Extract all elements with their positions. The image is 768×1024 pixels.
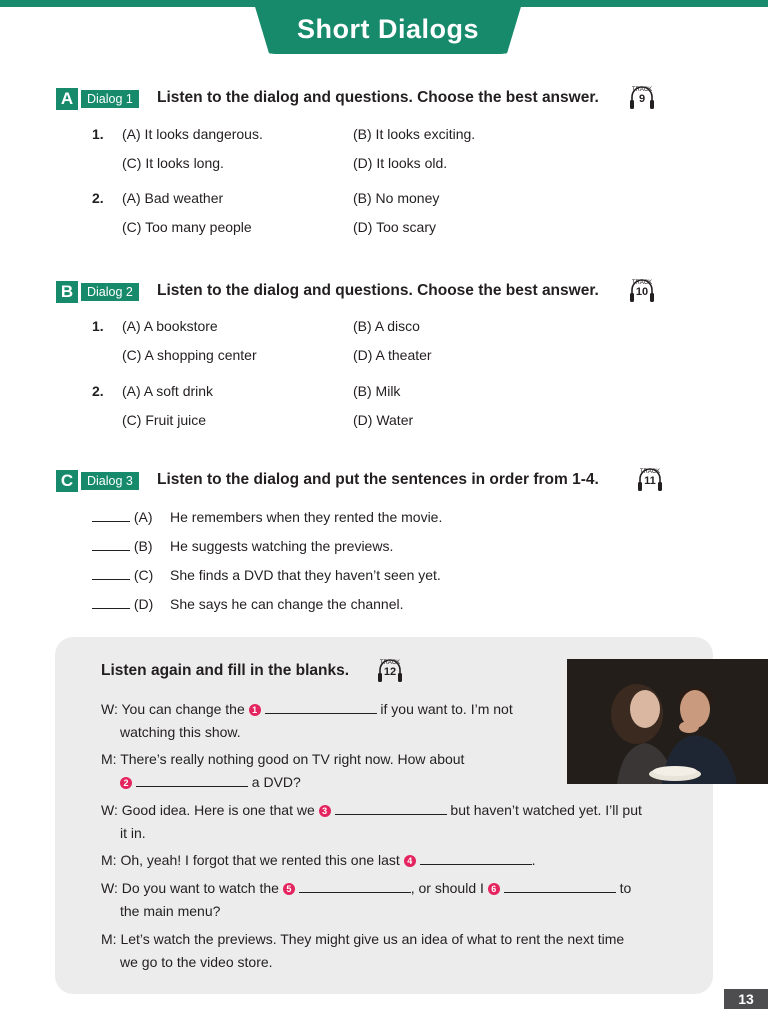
answer-option[interactable]: (B) A disco bbox=[353, 318, 420, 334]
dialog-label: Dialog 1 bbox=[81, 90, 139, 108]
dialog-line-6: M: Let’s watch the previews. They might give us an idea of what to rent the next time bbox=[101, 931, 625, 947]
dialog-label: Dialog 2 bbox=[81, 283, 139, 301]
section-instruction: Listen to the dialog and put the sentences in order from 1-4. bbox=[157, 471, 599, 488]
fill-blank-4[interactable] bbox=[420, 864, 532, 865]
order-item-label: (D) bbox=[133, 596, 154, 612]
answer-option[interactable]: (A) A bookstore bbox=[122, 318, 218, 334]
dialog-line-5-cont: the main menu? bbox=[120, 903, 221, 919]
order-item-text: He remembers when they rented the movie. bbox=[170, 509, 443, 525]
couple-watching-tv-photo bbox=[567, 659, 768, 784]
fill-blank-1[interactable] bbox=[265, 713, 377, 714]
dialog-line-6-cont: we go to the video store. bbox=[120, 954, 273, 970]
dialog-line-3: W: Good idea. Here is one that we 3 but haven’t watched yet. I’ll put bbox=[101, 802, 642, 818]
question-number: 1. bbox=[92, 126, 104, 142]
section-letter: A bbox=[56, 88, 78, 110]
order-item-text: She finds a DVD that they haven’t seen yet. bbox=[170, 567, 441, 583]
dialog-line-5: W: Do you want to watch the 5 , or should I 6 to bbox=[101, 880, 632, 896]
order-item bbox=[92, 538, 394, 554]
order-item-label: (B) bbox=[133, 538, 153, 554]
answer-option[interactable]: (A) A soft drink bbox=[122, 383, 214, 399]
audio-track-9[interactable] bbox=[628, 85, 656, 111]
page-number: 13 bbox=[724, 989, 768, 1009]
track-number: 10 bbox=[635, 286, 649, 298]
fill-in-title: Listen again and fill in the blanks. bbox=[101, 662, 350, 679]
order-blank[interactable] bbox=[92, 579, 130, 580]
audio-track-10[interactable] bbox=[628, 278, 656, 304]
fill-blank-2[interactable] bbox=[136, 786, 248, 787]
blank-number-badge: 3 bbox=[319, 805, 331, 817]
answer-option[interactable]: (A) It looks dangerous. bbox=[122, 126, 263, 142]
dialog-line-1: W: You can change the 1 if you want to. I’m not bbox=[101, 701, 513, 717]
order-item bbox=[92, 509, 443, 525]
answer-option[interactable]: (B) It looks exciting. bbox=[353, 126, 476, 142]
order-item-text: She says he can change the channel. bbox=[170, 596, 404, 612]
dialog-label: Dialog 3 bbox=[81, 472, 139, 490]
order-item bbox=[92, 567, 441, 583]
section-letter: B bbox=[56, 281, 78, 303]
photo-illustration bbox=[567, 659, 768, 784]
track-number: 12 bbox=[383, 666, 397, 678]
blank-number-badge: 6 bbox=[488, 883, 500, 895]
answer-option[interactable]: (C) Fruit juice bbox=[122, 412, 207, 428]
dialog-line-1-cont: watching this show. bbox=[120, 724, 241, 740]
audio-track-11[interactable] bbox=[636, 467, 664, 493]
order-blank[interactable] bbox=[92, 550, 130, 551]
dialog-line-2: M: There’s really nothing good on TV right now. How about bbox=[101, 751, 465, 767]
answer-option[interactable]: (C) Too many people bbox=[122, 219, 252, 235]
section-instruction: Listen to the dialog and questions. Choose the best answer. bbox=[157, 282, 599, 299]
order-blank[interactable] bbox=[92, 608, 130, 609]
section-instruction: Listen to the dialog and questions. Choose the best answer. bbox=[157, 89, 599, 106]
answer-option[interactable]: (D) Water bbox=[353, 412, 414, 428]
dialog-line-4: M: Oh, yeah! I forgot that we rented this one last 4 . bbox=[101, 852, 536, 868]
order-item-label: (C) bbox=[133, 567, 154, 583]
blank-number-badge: 1 bbox=[249, 704, 261, 716]
answer-option[interactable]: (D) It looks old. bbox=[353, 155, 448, 171]
section-letter: C bbox=[56, 470, 78, 492]
fill-blank-3[interactable] bbox=[335, 814, 447, 815]
fill-blank-6[interactable] bbox=[504, 892, 616, 893]
audio-track-12[interactable] bbox=[376, 658, 404, 684]
dialog-line-2-cont: 2 a DVD? bbox=[120, 774, 301, 790]
track-label: TRACK bbox=[639, 469, 661, 475]
question-number: 1. bbox=[92, 318, 104, 334]
order-item bbox=[92, 596, 404, 612]
answer-option[interactable]: (C) A shopping center bbox=[122, 347, 257, 363]
order-item-text: He suggests watching the previews. bbox=[170, 538, 394, 554]
track-label: TRACK bbox=[631, 87, 653, 93]
dialog-line-3-cont: it in. bbox=[120, 825, 146, 841]
track-label: TRACK bbox=[379, 660, 401, 666]
question-number: 2. bbox=[92, 190, 104, 206]
fill-blank-5[interactable] bbox=[299, 892, 411, 893]
answer-option[interactable]: (B) No money bbox=[353, 190, 440, 206]
answer-option[interactable]: (D) A theater bbox=[353, 347, 432, 363]
blank-number-badge: 4 bbox=[404, 855, 416, 867]
answer-option[interactable]: (B) Milk bbox=[353, 383, 401, 399]
answer-option[interactable]: (C) It looks long. bbox=[122, 155, 224, 171]
answer-option[interactable]: (A) Bad weather bbox=[122, 190, 224, 206]
track-number: 9 bbox=[638, 93, 646, 105]
question-number: 2. bbox=[92, 383, 104, 399]
track-number: 11 bbox=[644, 475, 656, 487]
order-blank[interactable] bbox=[92, 521, 130, 522]
track-label: TRACK bbox=[631, 280, 653, 286]
blank-number-badge: 2 bbox=[120, 777, 132, 789]
order-item-label: (A) bbox=[133, 509, 153, 525]
blank-number-badge: 5 bbox=[283, 883, 295, 895]
answer-option[interactable]: (D) Too scary bbox=[353, 219, 436, 235]
page-title: Short Dialogs bbox=[296, 14, 479, 44]
